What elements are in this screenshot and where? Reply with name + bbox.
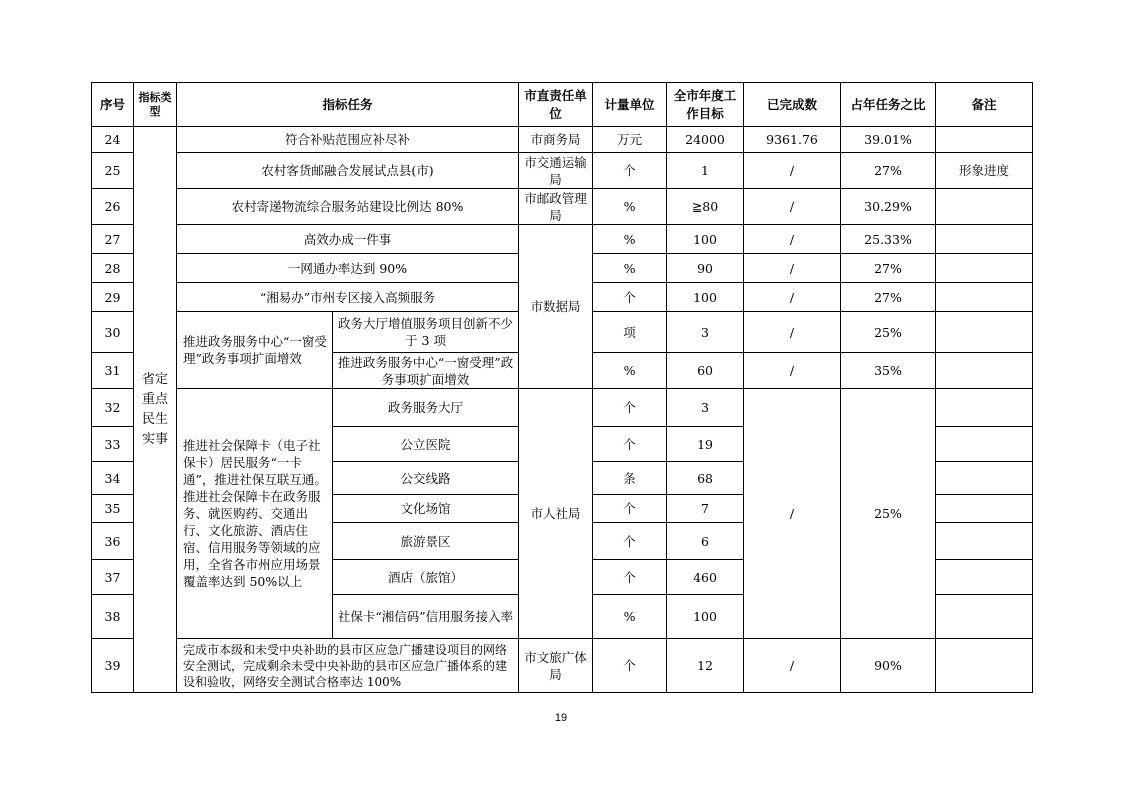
row-ratio: 25% [841,312,936,353]
row-subtask: 推进政务服务中心“一窗受理”政务事项扩面增效 [333,353,519,389]
row-note [936,189,1033,225]
row-seq: 31 [92,353,134,389]
header-note: 备注 [936,83,1033,127]
row-subtask: 公立医院 [333,427,519,462]
row-target: 19 [667,427,744,462]
row-seq: 26 [92,189,134,225]
row-measure: 项 [593,312,667,353]
row-measure: % [593,353,667,389]
row-target: 3 [667,389,744,427]
row-target: 1 [667,153,744,189]
row-seq: 32 [92,389,134,427]
window-task-cell: 推进政务服务中心“一窗受理”政务事项扩面增效 [177,312,333,389]
row-task: “湘易办”市州专区接入高频服务 [177,283,519,312]
row-target: 60 [667,353,744,389]
row-task: 高效办成一件事 [177,225,519,254]
row-seq: 37 [92,560,134,595]
row-seq: 35 [92,495,134,523]
row-measure: % [593,225,667,254]
table-row [92,639,1033,693]
header-ratio: 占年任务之比 [841,83,936,127]
row-done: / [744,283,841,312]
social-ratio-cell: 25% [841,389,936,639]
dept-hr-bureau: 市人社局 [519,389,593,639]
table-row [92,389,1033,427]
row-seq: 29 [92,283,134,312]
row-measure: % [593,595,667,639]
row-ratio: 90% [841,639,936,693]
social-done-cell: / [744,389,841,639]
row-measure: 个 [593,495,667,523]
row-measure: 个 [593,389,667,427]
row-note: 形象进度 [936,153,1033,189]
header-seq: 序号 [92,83,134,127]
row-measure: 个 [593,560,667,595]
header-done: 已完成数 [744,83,841,127]
row-target: ≧80 [667,189,744,225]
row-ratio: 35% [841,353,936,389]
header-task: 指标任务 [177,83,519,127]
row-target: 24000 [667,127,744,153]
row-dept: 市邮政管理局 [519,189,593,225]
row-subtask: 酒店（旅馆） [333,560,519,595]
row-done: / [744,353,841,389]
header-dept: 市直责任单位 [519,83,593,127]
row-target: 12 [667,639,744,693]
row-measure: 万元 [593,127,667,153]
row-target: 460 [667,560,744,595]
header-target: 全市年度工作目标 [667,83,744,127]
row-seq: 39 [92,639,134,693]
row-done: / [744,639,841,693]
row-dept: 市商务局 [519,127,593,153]
row-subtask: 政务大厅增值服务项目创新不少于 3 项 [333,312,519,353]
table-row [92,189,1033,225]
row-ratio: 27% [841,254,936,283]
row-measure: 条 [593,462,667,495]
row-measure: 个 [593,153,667,189]
table-row [92,225,1033,254]
row-target: 100 [667,225,744,254]
row-measure: 个 [593,283,667,312]
row-measure: 个 [593,427,667,462]
header-type: 指标类型 [134,83,177,127]
row-note [936,254,1033,283]
row-seq: 30 [92,312,134,353]
row-subtask: 旅游景区 [333,523,519,560]
row-seq: 33 [92,427,134,462]
row-note [936,560,1033,595]
row-measure: % [593,189,667,225]
row-target: 90 [667,254,744,283]
row-note [936,427,1033,462]
row-seq: 25 [92,153,134,189]
row-note [936,312,1033,353]
row-done: / [744,312,841,353]
progress-table [91,82,1033,693]
row-note [936,283,1033,312]
header-row [92,83,1033,127]
row-subtask: 公交线路 [333,462,519,495]
row-note [936,639,1033,693]
row-note [936,495,1033,523]
row-target: 100 [667,595,744,639]
row-done: / [744,189,841,225]
table-row [92,153,1033,189]
row-seq: 28 [92,254,134,283]
page-number: 19 [554,712,568,724]
row-seq: 38 [92,595,134,639]
row-ratio: 27% [841,283,936,312]
table-row [92,127,1033,153]
row-target: 7 [667,495,744,523]
row-task: 农村客货邮融合发展试点县(市) [177,153,519,189]
row-target: 6 [667,523,744,560]
row-task: 符合补贴范围应补尽补 [177,127,519,153]
row-seq: 27 [92,225,134,254]
row-note [936,353,1033,389]
category-cell: 省定重点民生实事 [134,127,177,693]
row-ratio: 27% [841,153,936,189]
row-seq: 36 [92,523,134,560]
social-card-task-cell: 推进社会保障卡（电子社保卡）居民服务“一卡通”，推进社保互联互通。推进社会保障卡在政务服务、就医购药、交通出行、文化旅游、酒店住宿、信用服务等领域的应用，全省各市州应用场景覆盖率达到 50%以上 [177,389,333,639]
row-seq: 34 [92,462,134,495]
row-target: 100 [667,283,744,312]
row-ratio: 25.33% [841,225,936,254]
row-measure: % [593,254,667,283]
row-note [936,127,1033,153]
row-note [936,523,1033,560]
row-done: / [744,254,841,283]
row-target: 3 [667,312,744,353]
row-subtask: 社保卡“湘信码”信用服务接入率 [333,595,519,639]
dept-data-bureau: 市数据局 [519,225,593,389]
row-ratio: 39.01% [841,127,936,153]
row-task: 农村寄递物流综合服务站建设比例达 80% [177,189,519,225]
row-dept: 市文旅广体局 [519,639,593,693]
row-measure: 个 [593,523,667,560]
row-subtask: 文化场馆 [333,495,519,523]
row-subtask: 政务服务大厅 [333,389,519,427]
row-measure: 个 [593,639,667,693]
row-task: 一网通办率达到 90% [177,254,519,283]
row-task: 完成市本级和未受中央补助的县市区应急广播建设项目的网络安全测试，完成剩余未受中央补助的县市区应急广播体系的建设和验收，网络安全测试合格率达 100% [177,639,519,693]
row-note [936,462,1033,495]
row-note [936,595,1033,639]
row-dept: 市交通运输局 [519,153,593,189]
row-ratio: 30.29% [841,189,936,225]
row-seq: 24 [92,127,134,153]
row-done: / [744,225,841,254]
row-done: 9361.76 [744,127,841,153]
row-done: / [744,153,841,189]
header-measure: 计量单位 [593,83,667,127]
row-target: 68 [667,462,744,495]
row-note [936,225,1033,254]
row-note [936,389,1033,427]
